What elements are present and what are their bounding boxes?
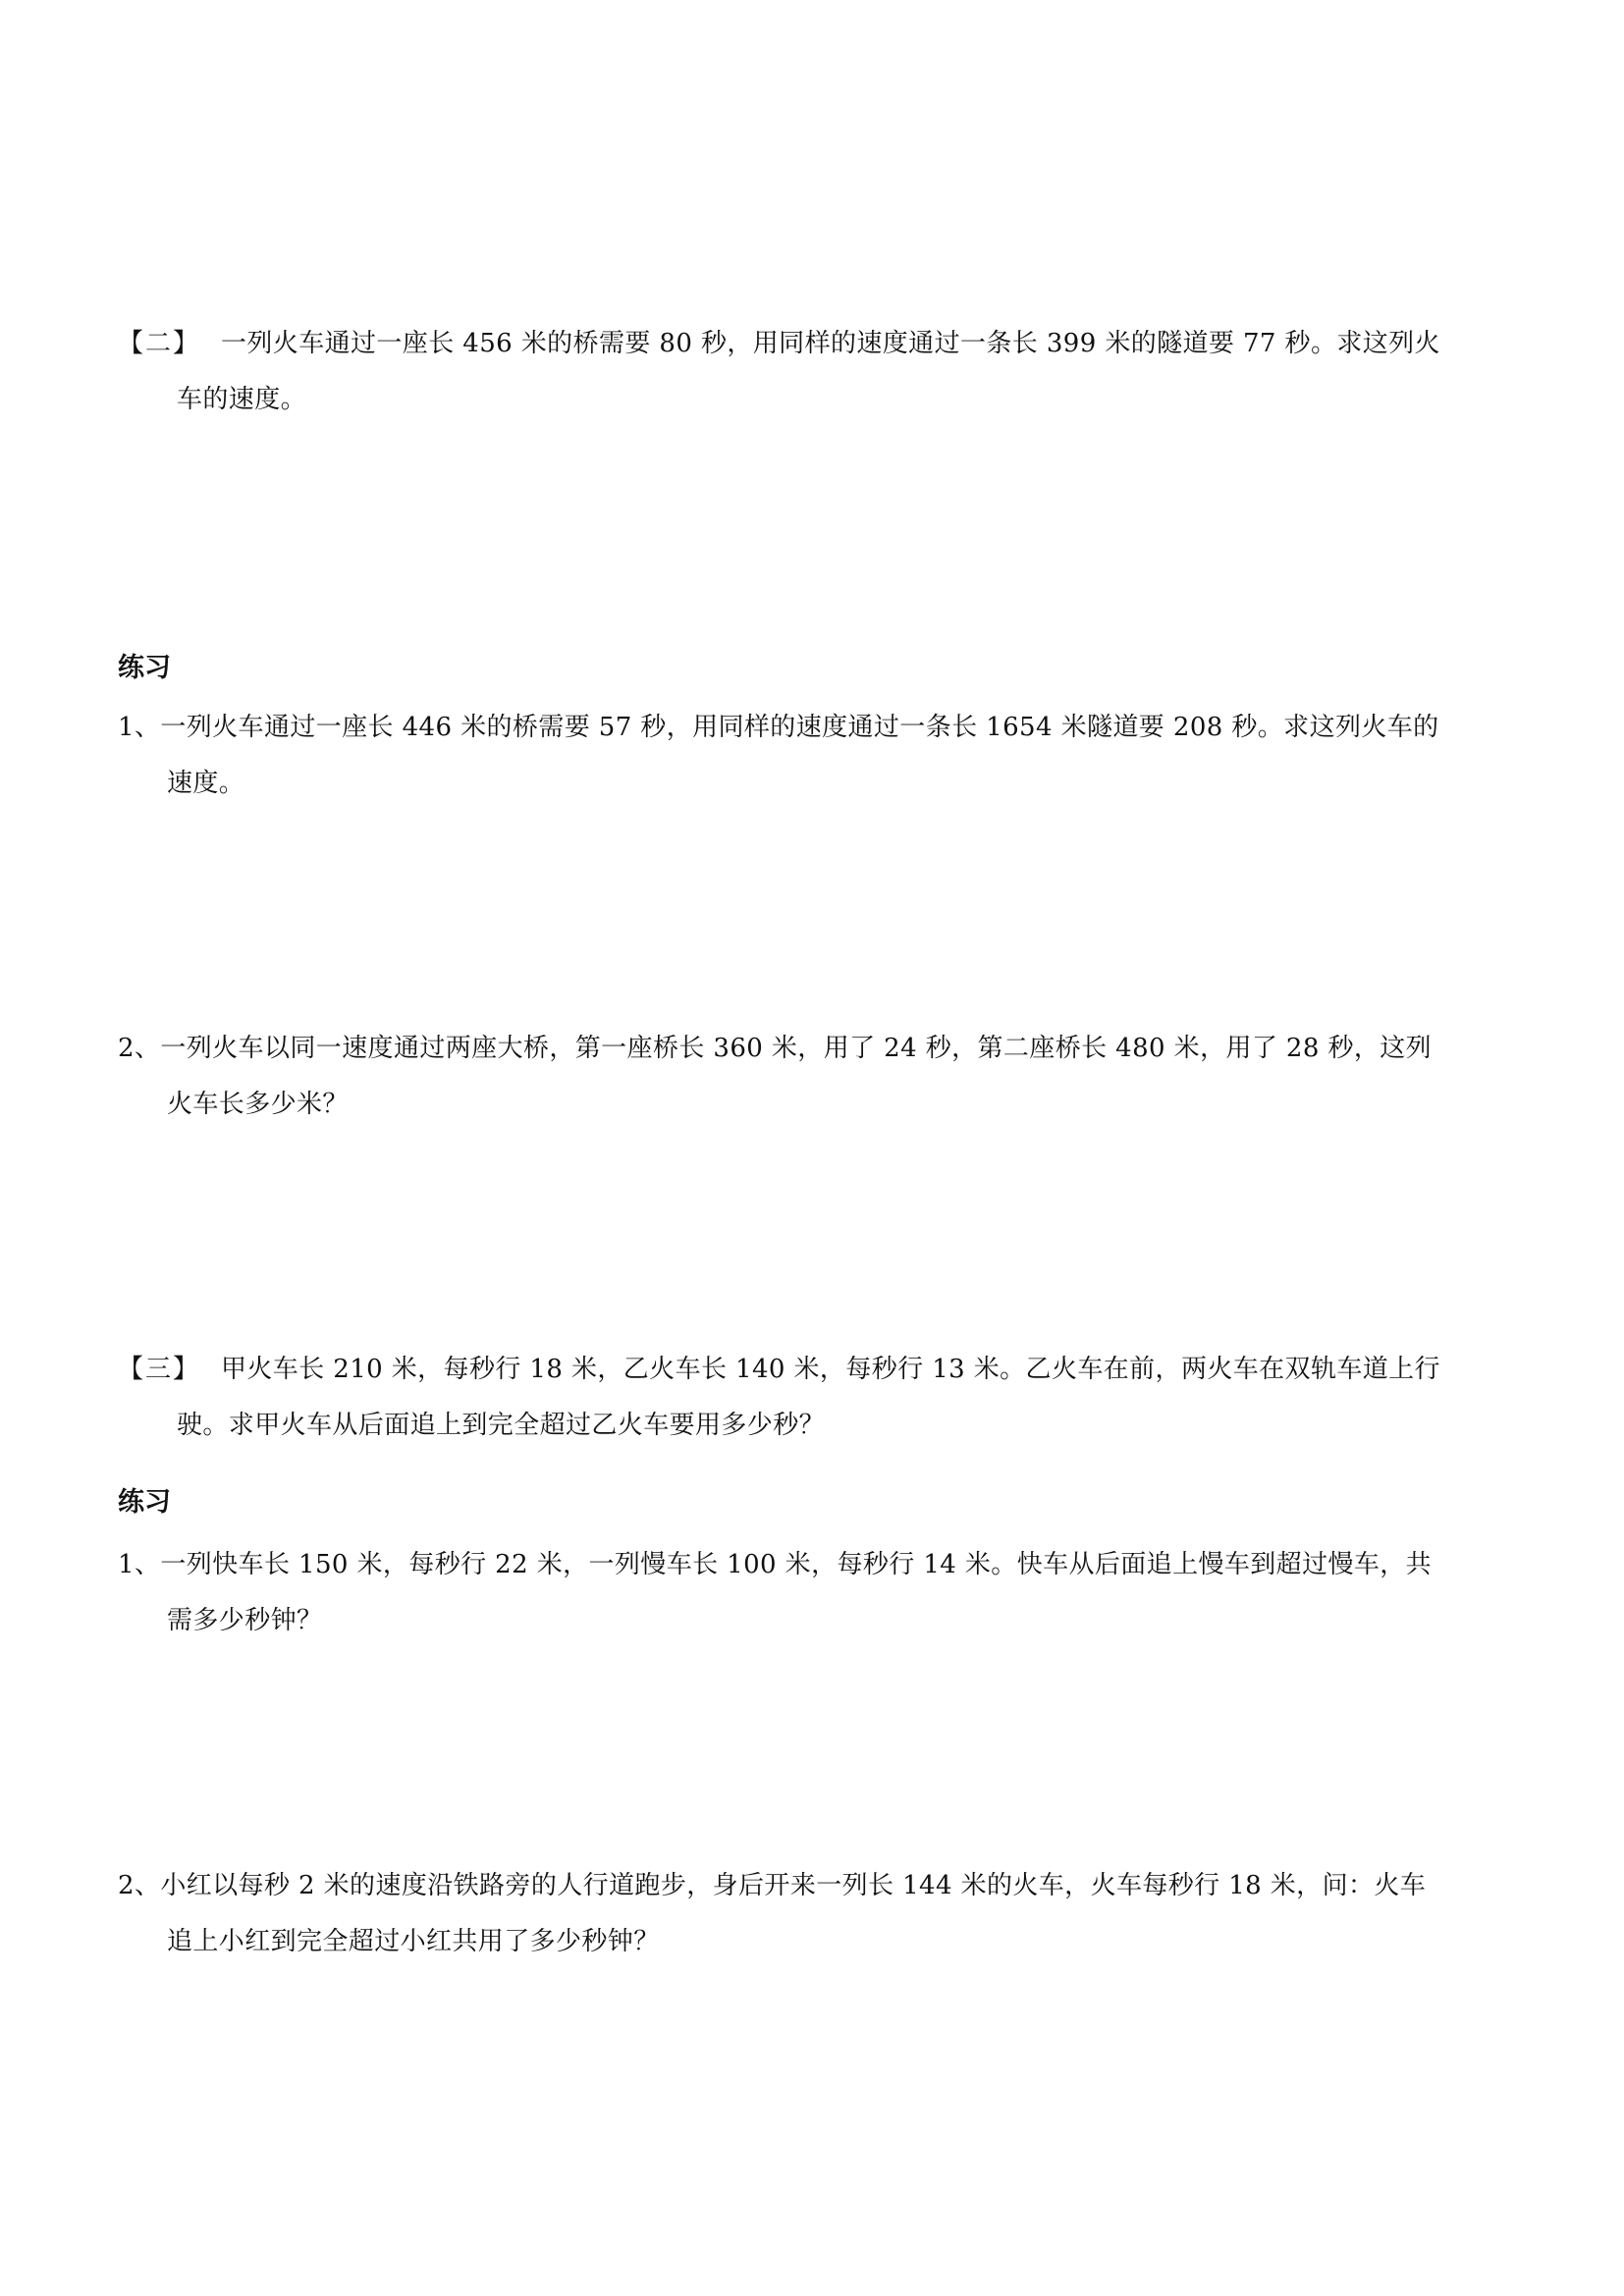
example-3-tag: 【三】 [118, 1355, 201, 1384]
example-2 [118, 316, 1522, 428]
example-2-line-2: 车的速度。 [177, 385, 307, 414]
example-3-line-1: 甲火车长 210 米，每秒行 18 米，乙火车长 140 米，每秒行 13 米。乙火车在前，两火车在双轨车道上行 [221, 1355, 1440, 1384]
example-3-line-2: 驶。求甲火车从后面追上到完全超过乙火车要用多少秒？ [177, 1411, 826, 1440]
practice-1-question-2-line-2: 火车长多少米？ [167, 1090, 349, 1119]
example-2-tag: 【二】 [118, 329, 201, 358]
example-3 [118, 1342, 1522, 1454]
practice-1-question-1-line-2: 速度。 [167, 769, 245, 798]
practice-2-question-2-line-2: 追上小红到完全超过小红共用了多少秒钟？ [167, 1927, 660, 1956]
example-2-line-1: 一列火车通过一座长 456 米的桥需要 80 秒，用同样的速度通过一条长 399 米的隧道要 77 秒。求这列火 [221, 329, 1440, 358]
practice-2-question-2-line-1: 2、小红以每秒 2 米的速度沿铁路旁的人行道跑步，身后开来一列长 144 米的火车，火车每秒行 18 米，问：火车 [118, 1871, 1427, 1900]
practice-heading-2: 练习 [118, 1487, 171, 1518]
practice-2-question-1-line-2: 需多少秒钟？ [167, 1606, 323, 1635]
practice-heading-1: 练习 [118, 653, 171, 683]
practice-2-question-1 [118, 1537, 1522, 1649]
practice-2-question-2 [118, 1858, 1522, 1970]
practice-1-question-1-line-1: 1、一列火车通过一座长 446 米的桥需要 57 秒，用同样的速度通过一条长 1654 米隧道要 208 秒。求这列火车的 [118, 713, 1439, 742]
practice-1-question-2-line-1: 2、一列火车以同一速度通过两座大桥，第一座桥长 360 米，用了 24 秒，第二座桥长 480 米，用了 28 秒，这列 [118, 1034, 1433, 1063]
practice-1-question-1 [118, 700, 1522, 812]
practice-1-question-2 [118, 1021, 1522, 1133]
practice-2-question-1-line-1: 1、一列快车长 150 米，每秒行 22 米，一列慢车长 100 米，每秒行 14 米。快车从后面追上慢车到超过慢车，共 [118, 1550, 1433, 1579]
